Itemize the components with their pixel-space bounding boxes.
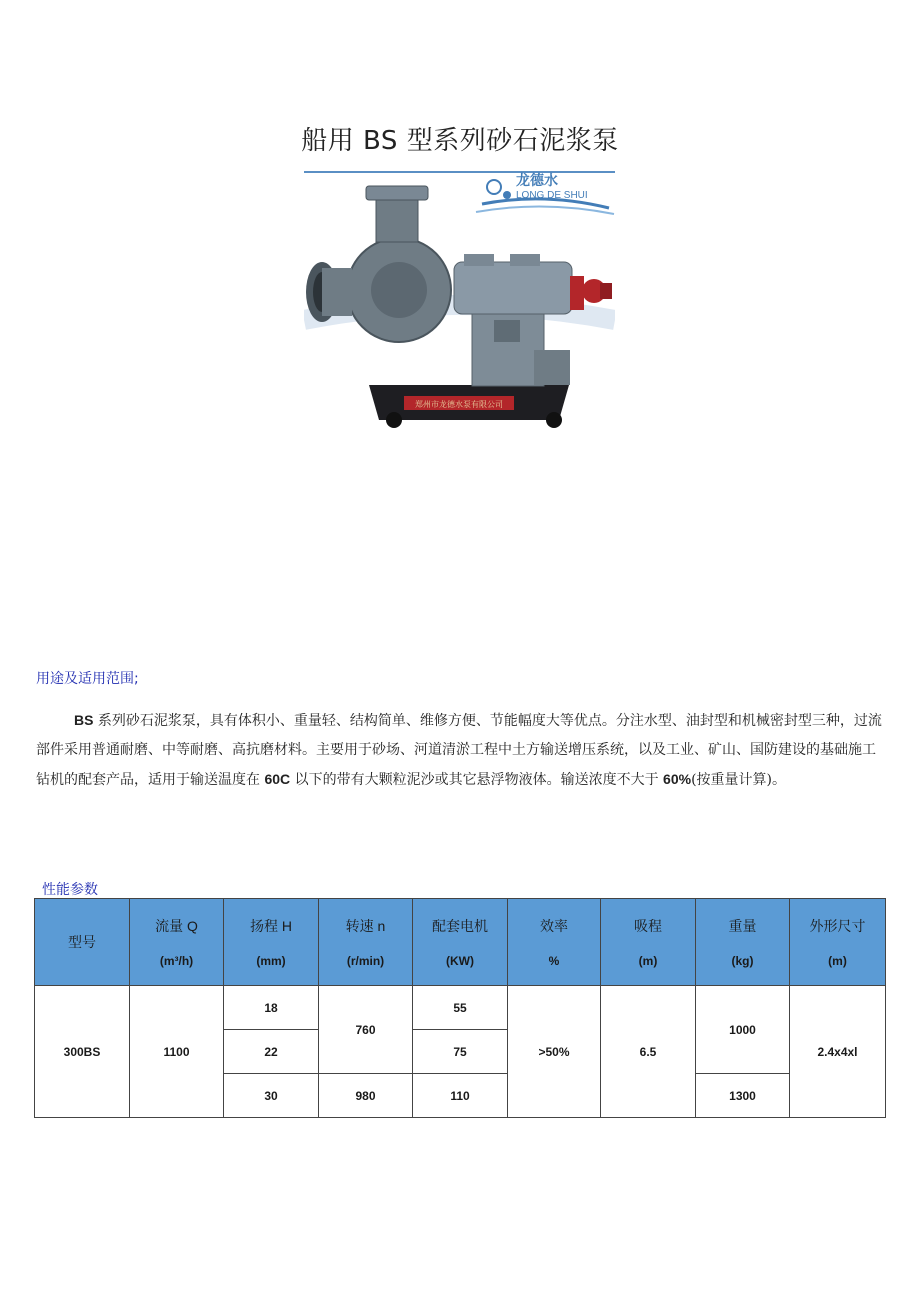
cell-head: 22 (224, 1030, 319, 1074)
product-image (304, 170, 615, 432)
cell-flow: 1100 (130, 986, 224, 1118)
cell-speed: 980 (319, 1074, 413, 1118)
cell-speed: 760 (319, 986, 413, 1074)
performance-heading: 性能参数 (42, 882, 98, 898)
motor-housing (454, 262, 572, 314)
cell-weight: 1300 (696, 1074, 790, 1118)
cell-motor: 75 (413, 1030, 508, 1074)
table-header-row (35, 899, 886, 986)
pump-illustration (304, 170, 615, 432)
performance-table (34, 898, 886, 1118)
header-motor: 配套电机 (KW) (413, 899, 508, 986)
usage-heading: 用途及适用范围; (36, 671, 139, 687)
header-flow: 流量 Q (m³/h) (130, 899, 224, 986)
cell-suction: 6.5 (601, 986, 696, 1118)
cell-weight: 1000 (696, 986, 790, 1074)
table-row (35, 986, 886, 1030)
cell-motor: 110 (413, 1074, 508, 1118)
header-model: 型号 (35, 899, 130, 986)
watermark-cn-text: 龙德水 (516, 172, 558, 188)
header-weight: 重量 (kg) (696, 899, 790, 986)
discharge-flange (366, 186, 428, 200)
usage-temperature: 60C (264, 771, 291, 787)
usage-paragraph (36, 706, 886, 795)
cell-efficiency: >50% (508, 986, 601, 1118)
usage-text-3: (按重量计算)。 (691, 772, 787, 788)
header-head: 扬程 H (mm) (224, 899, 319, 986)
watermark-en-text: LONG DE SHUI (516, 190, 588, 201)
cell-head: 18 (224, 986, 319, 1030)
usage-text-1: 系列砂石泥浆泵，具有体积小、重量轻、结构简单、维修方便、节能幅度大等优点。分注水型、油封型和机械密封型三种，过流部件采用普通耐磨、中等耐磨、高抗磨材料。主要用于砂场、河道清淤工程中土方输送增压系统，以及工业、矿山、国防建设的基础施工钻机的配套产品，适用于输送温度在 (36, 713, 882, 788)
cell-motor: 55 (413, 986, 508, 1030)
usage-concentration: 60% (663, 771, 692, 787)
usage-text-2: 以下的带有大颗粒泥沙或其它悬浮物液体。输送浓度不大于 (290, 772, 664, 788)
page-title: 船用 BS 型系列砂石泥浆泵 (301, 126, 619, 156)
usage-series-code: BS (74, 712, 94, 728)
cell-size: 2.4x4xl (790, 986, 886, 1118)
base-plate-text: 郑州市龙德水泵有限公司 (415, 400, 503, 409)
cell-model: 300BS (35, 986, 130, 1118)
header-size: 外形尺寸 (m) (790, 899, 886, 986)
header-speed: 转速 n (r/min) (319, 899, 413, 986)
cell-head: 30 (224, 1074, 319, 1118)
header-efficiency: 效率 % (508, 899, 601, 986)
header-suction: 吸程 (m) (601, 899, 696, 986)
